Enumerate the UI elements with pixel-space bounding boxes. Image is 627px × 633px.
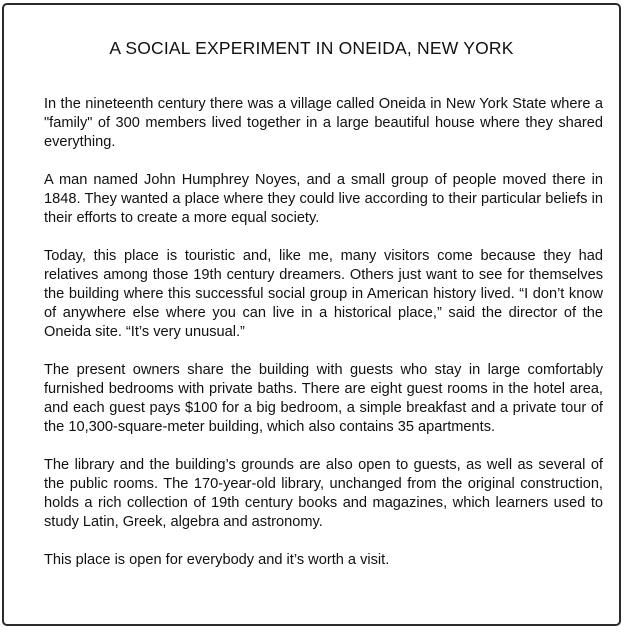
paragraph-2: A man named John Humphrey Noyes, and a small group of people moved there in 1848. They wanted a place where they could live according to their particular beliefs in their efforts to create a more equal society. xyxy=(44,172,603,226)
paragraph-3: Today, this place is touristic and, like me, many visitors come because they had relatives among those 19th century dreamers. Others just want to see for themselves the building where this successful social group in American history lived. “I don’t know of anywhere else where you can live in a historical place,” said the director of the Oneida site. “It’s very unusual.” xyxy=(44,248,603,340)
paragraph-6: This place is open for everybody and it’s worth a visit. xyxy=(44,552,390,568)
paragraph-1: In the nineteenth century there was a village called Oneida in New York State where a "family" of 300 members lived together in a large beautiful house where they shared everything. xyxy=(44,96,603,150)
document-frame xyxy=(2,3,621,626)
paragraph-5: The library and the building’s grounds are also open to guests, as well as several of the public rooms. The 170-year-old library, unchanged from the original construction, holds a rich collection of 19th century books and magazines, which learners used to study Latin, Greek, algebra and astronomy. xyxy=(44,457,603,530)
paragraph-4: The present owners share the building with guests who stay in large comfortably furnished bedrooms with private baths. There are eight guest rooms in the hotel area, and each guest pays $100 for a big bedroom, a simple breakfast and a private tour of the 10,300-square-meter building, which also contains 35 apartments. xyxy=(44,362,603,435)
document-body xyxy=(44,95,603,570)
document-title: A SOCIAL EXPERIMENT IN ONEIDA, NEW YORK xyxy=(109,38,514,58)
